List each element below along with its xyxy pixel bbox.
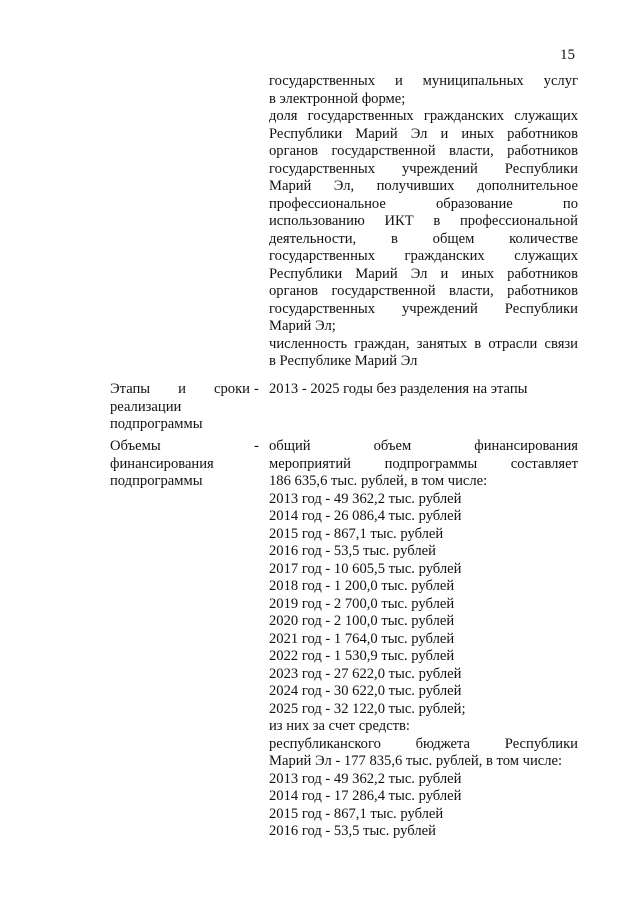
continuation-line: государственных и муниципальных услуг xyxy=(269,73,578,89)
stages-label-line: подпрограммы xyxy=(110,416,203,432)
continuation-line: численность граждан, занятых в отрасли связи xyxy=(269,335,578,352)
continuation-line: государственных учреждений Республики xyxy=(269,300,578,317)
funding-line: 2017 год - 10 605,5 тыс. рублей xyxy=(269,560,462,577)
continuation-line: использованию ИКТ в профессиональной xyxy=(269,213,578,229)
continuation-line: государственных учреждений Республики xyxy=(269,160,578,177)
continuation-line: деятельности, в общем количестве xyxy=(269,230,578,247)
funding-line: 2023 год - 27 622,0 тыс. рублей xyxy=(269,665,462,682)
funding-line: Марий Эл - 177 835,6 тыс. рублей, в том числе: xyxy=(269,753,563,769)
continuation-line: органов государственной власти, работников xyxy=(269,283,578,299)
funding-line: 2014 год - 17 286,4 тыс. рублей xyxy=(269,788,462,804)
funding-line: общий объем финансирования xyxy=(269,438,578,454)
funding-line: 2019 год - 2 700,0 тыс. рублей xyxy=(269,595,455,612)
page-number: 15 xyxy=(560,47,575,63)
stages-label-line: Этапы и сроки xyxy=(110,381,250,397)
stages-label-line: реализации xyxy=(110,398,182,415)
stages-label xyxy=(110,381,260,434)
funding-line: 2013 год - 49 362,2 тыс. рублей xyxy=(269,770,462,787)
funding-line: 2025 год - 32 122,0 тыс. рублей; xyxy=(269,700,466,717)
funding-label-line: подпрограммы xyxy=(110,473,203,489)
funding-line: 2013 год - 49 362,2 тыс. рублей xyxy=(269,490,462,507)
funding-label-line: Объемы xyxy=(110,438,161,454)
continuation-line: профессиональное образование по xyxy=(269,195,578,212)
funding-line: 2021 год - 1 764,0 тыс. рублей xyxy=(269,630,455,647)
continuation-text xyxy=(269,73,578,371)
stages-dash: - xyxy=(254,381,259,397)
continuation-line: органов государственной власти, работников xyxy=(269,143,578,159)
continuation-line: Марий Эл, получивших дополнительное xyxy=(269,178,578,194)
funding-line: 2024 год - 30 622,0 тыс. рублей xyxy=(269,683,462,699)
continuation-line: Марий Эл; xyxy=(269,318,336,334)
stages-value: 2013 - 2025 годы без разделения на этапы xyxy=(269,381,528,397)
stages-value-block xyxy=(269,381,578,399)
continuation-line: государственных гражданских служащих xyxy=(269,248,578,264)
funding-line: из них за счет средств: xyxy=(269,718,410,734)
continuation-line: Республики Марий Эл и иных работников xyxy=(269,125,578,142)
funding-line: республиканского бюджета Республики xyxy=(269,735,578,752)
funding-line: 2014 год - 26 086,4 тыс. рублей xyxy=(269,508,462,524)
funding-line: 2016 год - 53,5 тыс. рублей xyxy=(269,823,436,839)
funding-dash: - xyxy=(254,438,259,454)
funding-line: 2022 год - 1 530,9 тыс. рублей xyxy=(269,648,455,664)
funding-label-line: финансирования xyxy=(110,455,214,472)
funding-line: мероприятий подпрограммы составляет xyxy=(269,455,578,472)
funding-line: 2015 год - 867,1 тыс. рублей xyxy=(269,805,444,822)
continuation-line: в Республике Марий Эл xyxy=(269,353,418,369)
continuation-line: Республики Марий Эл и иных работников xyxy=(269,265,578,282)
funding-line: 2015 год - 867,1 тыс. рублей xyxy=(269,525,444,542)
funding-text xyxy=(269,438,578,841)
funding-line: 2020 год - 2 100,0 тыс. рублей xyxy=(269,613,455,629)
funding-label xyxy=(110,438,260,491)
funding-line: 186 635,6 тыс. рублей, в том числе: xyxy=(269,473,488,489)
continuation-line: в электронной форме; xyxy=(269,90,406,107)
continuation-line: доля государственных гражданских служащих xyxy=(269,108,578,124)
funding-line: 2016 год - 53,5 тыс. рублей xyxy=(269,543,436,559)
funding-line: 2018 год - 1 200,0 тыс. рублей xyxy=(269,578,455,594)
